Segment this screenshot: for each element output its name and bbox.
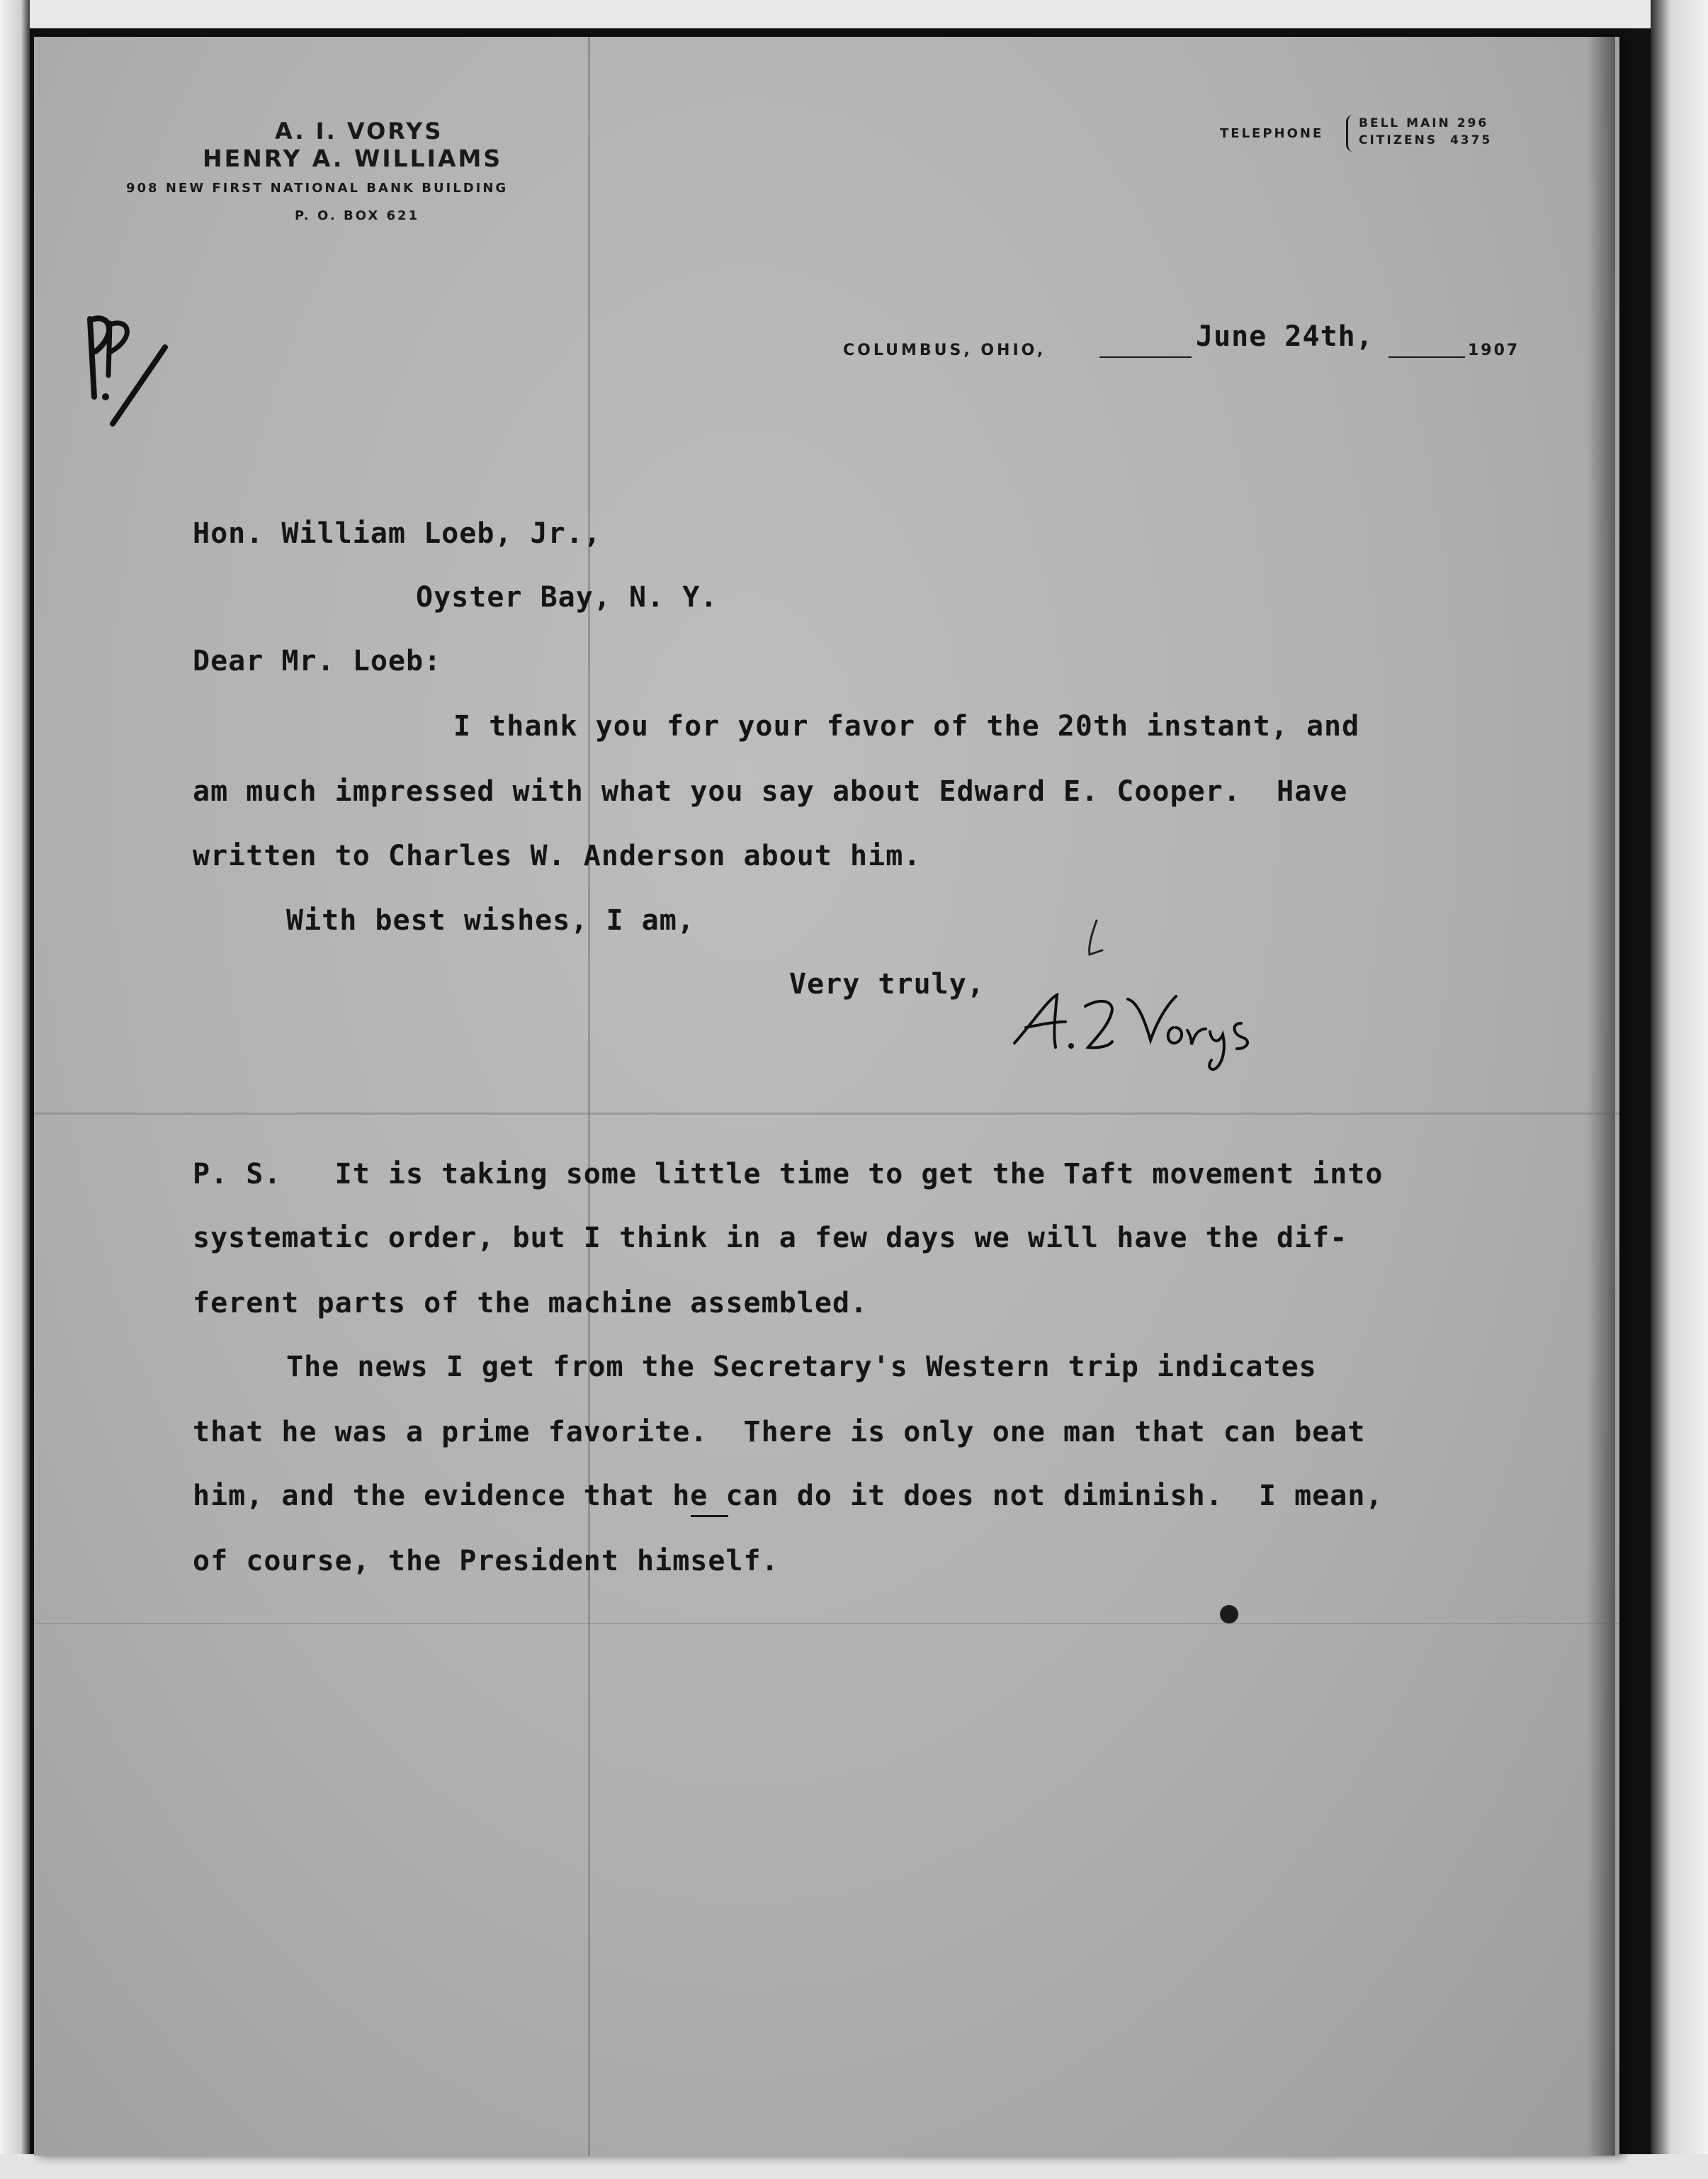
body-line-1: I thank you for your favor of the 20th instant, and <box>453 710 1360 743</box>
letterhead-name-vorys: A. I. VORYS <box>275 118 443 145</box>
dateline-rule-right <box>1389 356 1465 358</box>
postscript-line-2: systematic order, but I think in a few days we will have the dif- <box>193 1222 1348 1254</box>
margin-note-pp-glyph <box>67 291 181 432</box>
backdrop-left <box>0 0 30 2179</box>
signature <box>1006 978 1268 1077</box>
sheet-edge-shadow <box>1587 37 1615 2156</box>
postscript-line-6: him, and the evidence that he can do it does not diminish. I mean, <box>193 1480 1384 1512</box>
emphasis-underline <box>691 1515 728 1517</box>
fold-line-vertical <box>588 37 590 2156</box>
recipient-name: Hon. William Loeb, Jr., <box>193 517 601 550</box>
signature-glyph <box>1006 978 1268 1077</box>
fold-line-horizontal <box>34 1113 1619 1115</box>
stray-mark <box>1082 918 1111 960</box>
dateline-date: June 24th, <box>1196 320 1374 353</box>
telephone-brace <box>1346 115 1358 152</box>
ink-spot <box>1220 1605 1238 1623</box>
telephone-citizens: CITIZENS 4375 <box>1359 133 1493 147</box>
postscript-line-7: of course, the President himself. <box>193 1545 779 1577</box>
dateline-place: COLUMBUS, OHIO, <box>843 342 1046 359</box>
backdrop-bottom <box>0 2154 1708 2179</box>
fold-line-horizontal-lower <box>34 1623 1619 1624</box>
stray-mark-glyph <box>1082 918 1111 960</box>
salutation: Dear Mr. Loeb: <box>193 645 442 677</box>
body-line-2: am much impressed with what you say about Edward E. Cooper. Have <box>193 775 1348 808</box>
dateline-rule-left <box>1099 356 1192 358</box>
letterhead-name-williams: HENRY A. WILLIAMS <box>203 145 503 172</box>
closing: Very truly, <box>789 968 985 1001</box>
body-line-4: With best wishes, I am, <box>286 904 695 937</box>
telephone-bell: BELL MAIN 296 <box>1359 116 1489 130</box>
margin-note-pp <box>67 291 181 432</box>
letterhead-po-box: P. O. BOX 621 <box>295 208 420 223</box>
backdrop-right <box>1651 0 1708 2179</box>
recipient-location: Oyster Bay, N. Y. <box>416 581 718 614</box>
dateline-year: 1907 <box>1468 342 1520 359</box>
postscript-line-5: that he was a prime favorite. There is only one man that can beat <box>193 1416 1366 1448</box>
backdrop-top <box>0 0 1708 28</box>
letterhead-address: 908 NEW FIRST NATIONAL BANK BUILDING <box>126 181 509 196</box>
postscript-line-4: The news I get from the Secretary's Western trip indicates <box>286 1351 1317 1383</box>
postscript-line-1: P. S. It is taking some little time to get the Taft movement into <box>193 1158 1384 1190</box>
letter-sheet <box>34 37 1619 2156</box>
body-line-3: written to Charles W. Anderson about him. <box>193 840 922 872</box>
telephone-label: TELEPHONE <box>1220 126 1324 141</box>
postscript-line-3: ferent parts of the machine assembled. <box>193 1287 869 1319</box>
